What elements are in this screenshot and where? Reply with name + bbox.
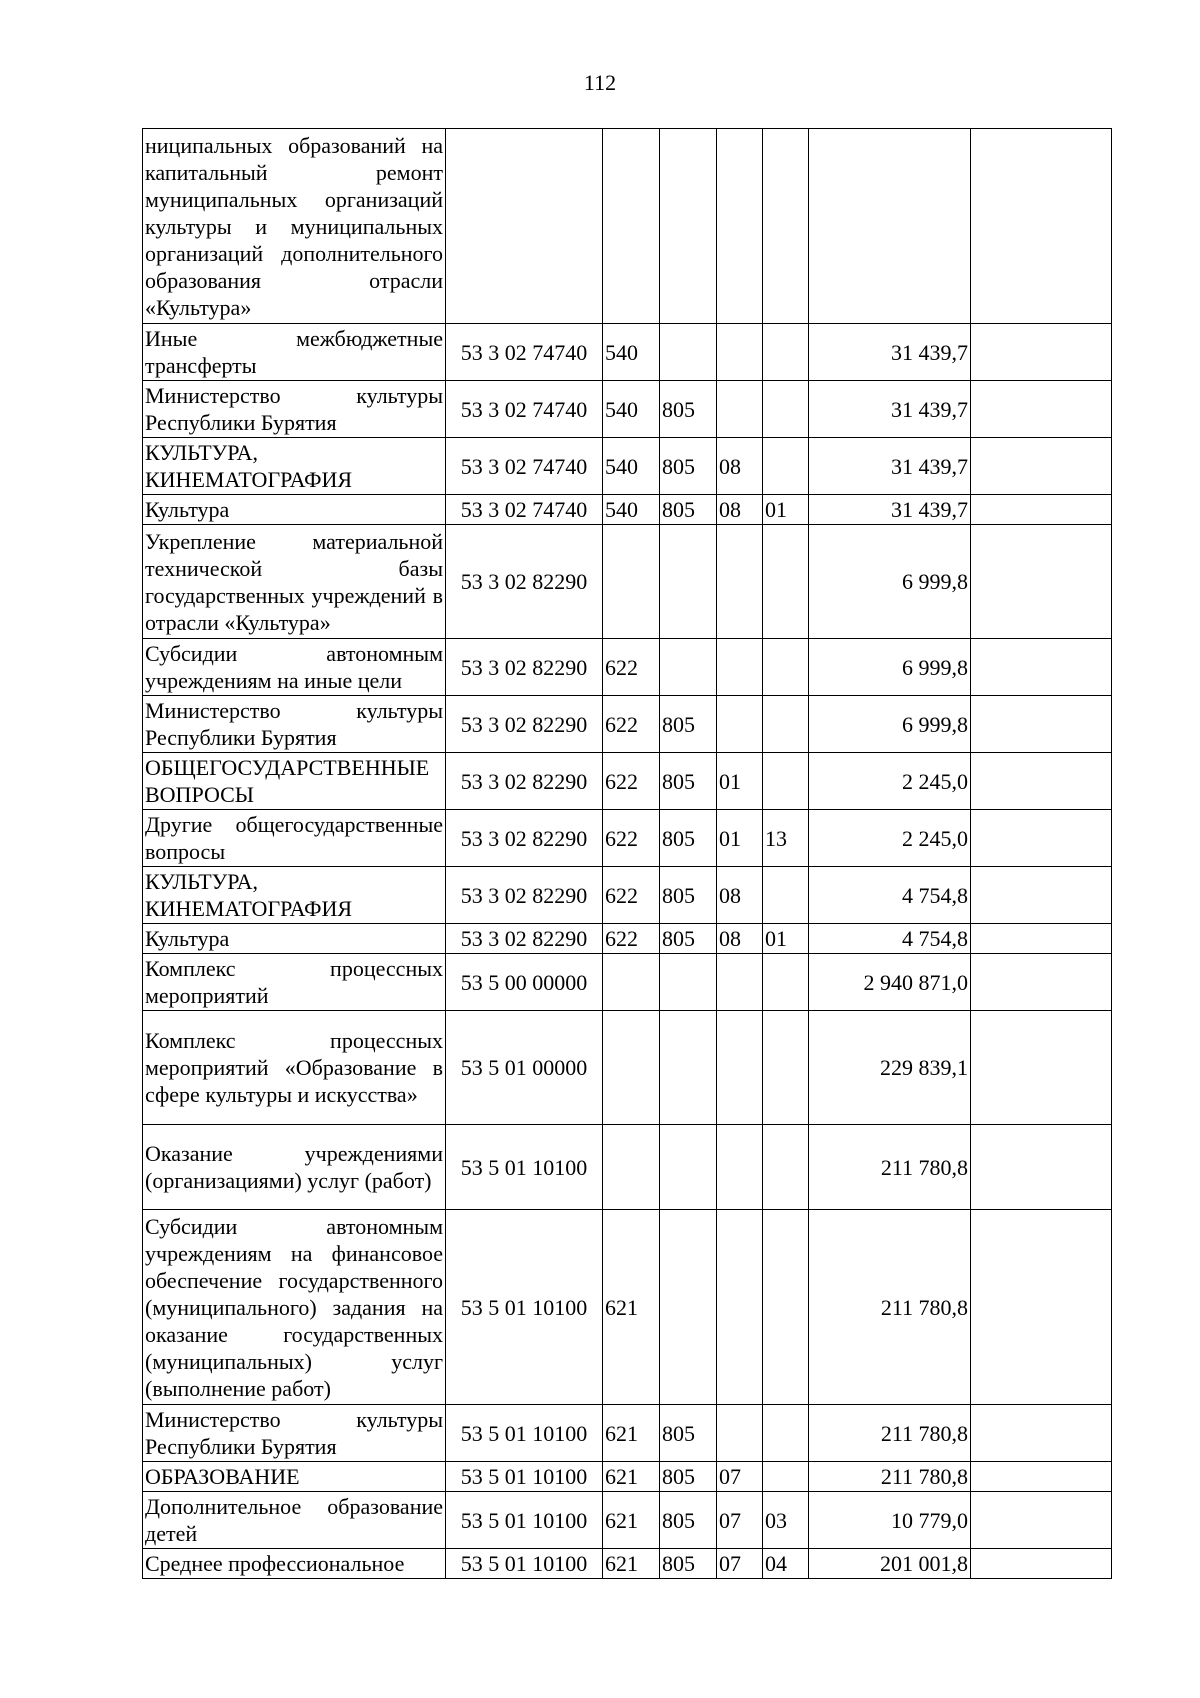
subsection-cell: 13 — [763, 810, 809, 867]
expense-type-cell: 622 — [603, 924, 660, 954]
amount-cell: 6 999,8 — [809, 639, 971, 696]
expense-type-cell: 540 — [603, 381, 660, 438]
subsection-cell — [763, 639, 809, 696]
ministry-code-cell: 805 — [660, 1405, 717, 1462]
section-cell: 07 — [717, 1549, 763, 1579]
name-cell: Оказание учреждениями (организациями) услуг (работ) — [143, 1125, 446, 1210]
ministry-code-cell: 805 — [660, 924, 717, 954]
empty-cell — [971, 1405, 1112, 1462]
amount-cell: 211 780,8 — [809, 1210, 971, 1405]
subsection-cell: 01 — [763, 495, 809, 525]
name-cell: ОБРАЗОВАНИЕ — [143, 1462, 446, 1492]
table-row — [143, 438, 1112, 495]
section-cell — [717, 1125, 763, 1210]
subsection-cell — [763, 1405, 809, 1462]
target-article-cell: 53 5 01 10100 — [446, 1549, 603, 1579]
ministry-code-cell — [660, 1125, 717, 1210]
ministry-code-cell: 805 — [660, 381, 717, 438]
name-cell: Министерство культуры Республики Бурятия — [143, 1405, 446, 1462]
name-cell: Субсидии автономным учреждениям на финансовое обеспечение государственного (муниципального) задания на оказание государственных (муниципальных) услуг (выполнение работ) — [143, 1210, 446, 1405]
name-cell: Субсидии автономным учреждениям на иные цели — [143, 639, 446, 696]
target-article-cell: 53 5 01 00000 — [446, 1011, 603, 1125]
section-cell — [717, 1405, 763, 1462]
ministry-code-cell — [660, 1210, 717, 1405]
subsection-cell — [763, 324, 809, 381]
subsection-cell — [763, 1011, 809, 1125]
amount-cell: 31 439,7 — [809, 381, 971, 438]
expense-type-cell — [603, 129, 660, 324]
section-cell — [717, 129, 763, 324]
name-cell: Среднее профессиональное — [143, 1549, 446, 1579]
amount-cell: 201 001,8 — [809, 1549, 971, 1579]
expense-type-cell: 621 — [603, 1492, 660, 1549]
expense-type-cell — [603, 1011, 660, 1125]
subsection-cell: 03 — [763, 1492, 809, 1549]
empty-cell — [971, 924, 1112, 954]
table-row — [143, 810, 1112, 867]
section-cell — [717, 639, 763, 696]
subsection-cell — [763, 867, 809, 924]
expense-type-cell: 540 — [603, 495, 660, 525]
table-row — [143, 1492, 1112, 1549]
table-row — [143, 129, 1112, 324]
target-article-cell: 53 3 02 82290 — [446, 753, 603, 810]
subsection-cell: 04 — [763, 1549, 809, 1579]
target-article-cell: 53 3 02 82290 — [446, 696, 603, 753]
amount-cell: 6 999,8 — [809, 525, 971, 639]
target-article-cell: 53 3 02 82290 — [446, 867, 603, 924]
target-article-cell: 53 5 00 00000 — [446, 954, 603, 1011]
section-cell: 08 — [717, 867, 763, 924]
table-row — [143, 1405, 1112, 1462]
section-cell: 01 — [717, 810, 763, 867]
section-cell: 08 — [717, 495, 763, 525]
subsection-cell — [763, 1210, 809, 1405]
section-cell — [717, 1011, 763, 1125]
subsection-cell — [763, 1462, 809, 1492]
section-cell: 01 — [717, 753, 763, 810]
name-cell: Дополнительное образование детей — [143, 1492, 446, 1549]
amount-cell: 31 439,7 — [809, 495, 971, 525]
empty-cell — [971, 1125, 1112, 1210]
table-row — [143, 525, 1112, 639]
target-article-cell: 53 3 02 82290 — [446, 810, 603, 867]
ministry-code-cell — [660, 525, 717, 639]
expense-type-cell: 622 — [603, 753, 660, 810]
ministry-code-cell — [660, 1011, 717, 1125]
empty-cell — [971, 525, 1112, 639]
page-number: 112 — [583, 70, 617, 95]
empty-cell — [971, 1462, 1112, 1492]
amount-cell: 2 245,0 — [809, 810, 971, 867]
name-cell: Другие общегосударственные вопросы — [143, 810, 446, 867]
name-cell: Иные межбюджетные трансферты — [143, 324, 446, 381]
subsection-cell — [763, 753, 809, 810]
table-row — [143, 1125, 1112, 1210]
table-row — [143, 924, 1112, 954]
target-article-cell: 53 5 01 10100 — [446, 1125, 603, 1210]
amount-cell: 229 839,1 — [809, 1011, 971, 1125]
table-row — [143, 867, 1112, 924]
expense-type-cell: 622 — [603, 867, 660, 924]
empty-cell — [971, 324, 1112, 381]
table-row — [143, 1011, 1112, 1125]
amount-cell: 2 245,0 — [809, 753, 971, 810]
name-cell: ниципальных образований на капитальный ремонт муниципальных организаций культуры и муниципальных организаций дополнительного образования отрасли «Культура» — [143, 129, 446, 324]
section-cell — [717, 324, 763, 381]
subsection-cell — [763, 954, 809, 1011]
name-cell: Укрепление материальной технической базы государственных учреждений в отрасли «Культура» — [143, 525, 446, 639]
table-row — [143, 381, 1112, 438]
amount-cell: 211 780,8 — [809, 1462, 971, 1492]
amount-cell: 4 754,8 — [809, 867, 971, 924]
ministry-code-cell: 805 — [660, 1462, 717, 1492]
target-article-cell: 53 3 02 82290 — [446, 525, 603, 639]
section-cell: 07 — [717, 1492, 763, 1549]
amount-cell: 6 999,8 — [809, 696, 971, 753]
target-article-cell: 53 5 01 10100 — [446, 1210, 603, 1405]
ministry-code-cell: 805 — [660, 810, 717, 867]
amount-cell: 2 940 871,0 — [809, 954, 971, 1011]
subsection-cell — [763, 696, 809, 753]
name-cell: Культура — [143, 924, 446, 954]
target-article-cell: 53 3 02 82290 — [446, 639, 603, 696]
subsection-cell — [763, 438, 809, 495]
target-article-cell: 53 3 02 74740 — [446, 381, 603, 438]
ministry-code-cell: 805 — [660, 696, 717, 753]
subsection-cell: 01 — [763, 924, 809, 954]
expense-type-cell — [603, 525, 660, 639]
section-cell — [717, 1210, 763, 1405]
amount-cell: 31 439,7 — [809, 438, 971, 495]
amount-cell — [809, 129, 971, 324]
table-row — [143, 753, 1112, 810]
expense-type-cell: 622 — [603, 639, 660, 696]
table-row — [143, 1210, 1112, 1405]
amount-cell: 31 439,7 — [809, 324, 971, 381]
amount-cell: 211 780,8 — [809, 1125, 971, 1210]
section-cell: 08 — [717, 438, 763, 495]
expense-type-cell: 540 — [603, 324, 660, 381]
name-cell: КУЛЬТУРА, КИНЕМАТОГРАФИЯ — [143, 438, 446, 495]
name-cell: Министерство культуры Республики Бурятия — [143, 696, 446, 753]
table-row — [143, 696, 1112, 753]
section-cell — [717, 381, 763, 438]
name-cell: Министерство культуры Республики Бурятия — [143, 381, 446, 438]
name-cell: КУЛЬТУРА, КИНЕМАТОГРАФИЯ — [143, 867, 446, 924]
expense-type-cell: 621 — [603, 1405, 660, 1462]
ministry-code-cell: 805 — [660, 438, 717, 495]
expense-type-cell — [603, 954, 660, 1011]
empty-cell — [971, 696, 1112, 753]
empty-cell — [971, 753, 1112, 810]
target-article-cell: 53 5 01 10100 — [446, 1492, 603, 1549]
section-cell: 07 — [717, 1462, 763, 1492]
section-cell: 08 — [717, 924, 763, 954]
subsection-cell — [763, 381, 809, 438]
empty-cell — [971, 1210, 1112, 1405]
amount-cell: 10 779,0 — [809, 1492, 971, 1549]
target-article-cell: 53 3 02 74740 — [446, 324, 603, 381]
subsection-cell — [763, 129, 809, 324]
expense-type-cell: 540 — [603, 438, 660, 495]
amount-cell: 211 780,8 — [809, 1405, 971, 1462]
expense-type-cell: 621 — [603, 1462, 660, 1492]
target-article-cell: 53 5 01 10100 — [446, 1462, 603, 1492]
table-row — [143, 639, 1112, 696]
table-row — [143, 495, 1112, 525]
amount-cell: 4 754,8 — [809, 924, 971, 954]
table-row — [143, 1462, 1112, 1492]
target-article-cell: 53 5 01 10100 — [446, 1405, 603, 1462]
target-article-cell: 53 3 02 74740 — [446, 438, 603, 495]
ministry-code-cell: 805 — [660, 495, 717, 525]
ministry-code-cell — [660, 954, 717, 1011]
name-cell: Культура — [143, 495, 446, 525]
table-row — [143, 954, 1112, 1011]
empty-cell — [971, 954, 1112, 1011]
empty-cell — [971, 867, 1112, 924]
name-cell: Комплекс процессных мероприятий — [143, 954, 446, 1011]
budget-table — [142, 128, 1112, 1579]
ministry-code-cell — [660, 129, 717, 324]
expense-type-cell: 622 — [603, 696, 660, 753]
empty-cell — [971, 129, 1112, 324]
table-body — [143, 129, 1112, 1579]
section-cell — [717, 696, 763, 753]
empty-cell — [971, 1549, 1112, 1579]
subsection-cell — [763, 1125, 809, 1210]
target-article-cell — [446, 129, 603, 324]
name-cell: ОБЩЕГОСУДАРСТВЕННЫЕ ВОПРОСЫ — [143, 753, 446, 810]
expense-type-cell — [603, 1125, 660, 1210]
target-article-cell: 53 3 02 74740 — [446, 495, 603, 525]
expense-type-cell: 621 — [603, 1549, 660, 1579]
empty-cell — [971, 639, 1112, 696]
empty-cell — [971, 438, 1112, 495]
ministry-code-cell: 805 — [660, 1492, 717, 1549]
empty-cell — [971, 1492, 1112, 1549]
name-cell: Комплекс процессных мероприятий «Образование в сфере культуры и искусства» — [143, 1011, 446, 1125]
table-row — [143, 324, 1112, 381]
empty-cell — [971, 495, 1112, 525]
ministry-code-cell: 805 — [660, 1549, 717, 1579]
ministry-code-cell: 805 — [660, 753, 717, 810]
target-article-cell: 53 3 02 82290 — [446, 924, 603, 954]
ministry-code-cell — [660, 639, 717, 696]
subsection-cell — [763, 525, 809, 639]
empty-cell — [971, 1011, 1112, 1125]
table-row — [143, 1549, 1112, 1579]
ministry-code-cell: 805 — [660, 867, 717, 924]
expense-type-cell: 621 — [603, 1210, 660, 1405]
expense-type-cell: 622 — [603, 810, 660, 867]
section-cell — [717, 525, 763, 639]
empty-cell — [971, 810, 1112, 867]
empty-cell — [971, 381, 1112, 438]
ministry-code-cell — [660, 324, 717, 381]
section-cell — [717, 954, 763, 1011]
